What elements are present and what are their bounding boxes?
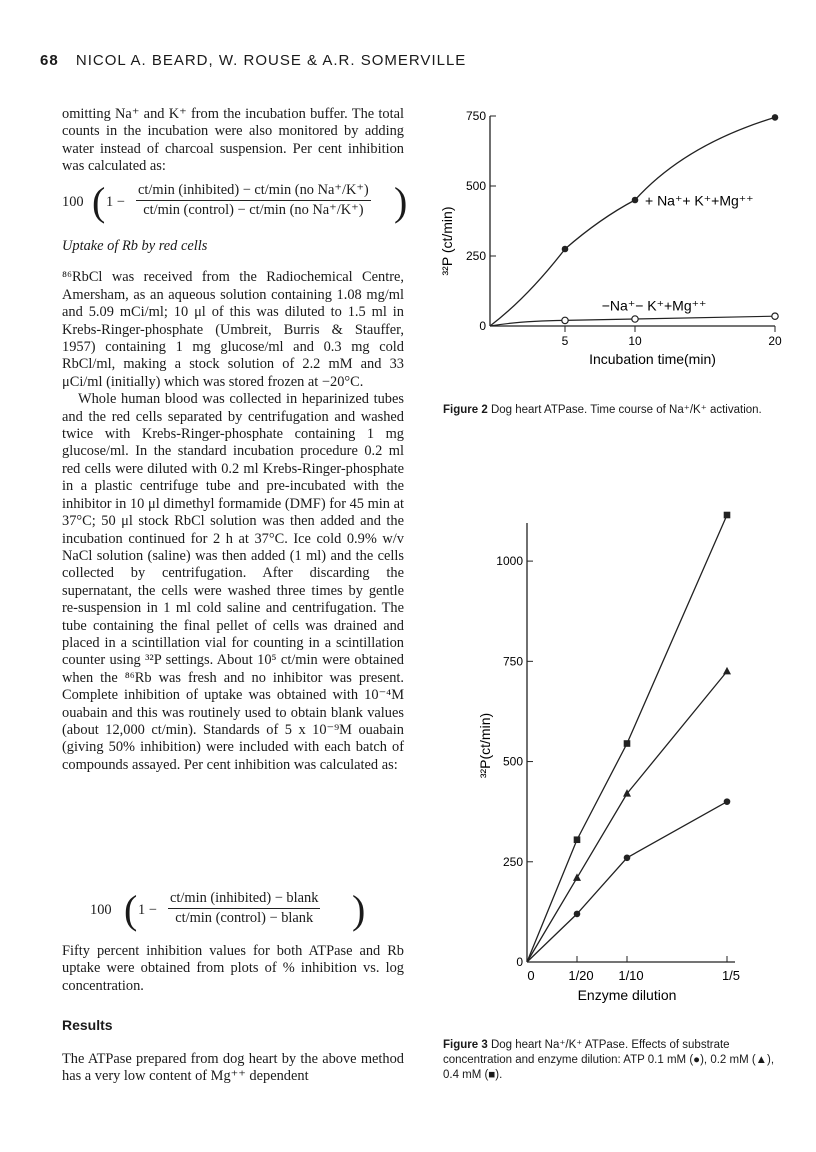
formula-2 (62, 888, 404, 936)
x-tick-label: 0 (527, 968, 535, 983)
data-point-triangle (573, 873, 581, 881)
paragraph: Whole human blood was collected in heparinized tubes and the red cells separated by centrifugation and washed twice with Krebs-Ringer-phosphate containing 1 mg glucose/ml. In the standard incubation procedure 0.2 ml red cells were diluted with 0.2 ml Krebs-Ringer-phosphate in a plastic centrifuge tube and pre-incubated with the inhibitor in 10 μl dimethyl formamide (DMF) for 45 min at 37°C; 50 μl stock RbCl solution was then added and the incubation continued for 2 h at 37°C. Ice cold 0.9% w/v NaCl solution (saline) was then added (1 ml) and the cells collected by centrifugation. After discarding the supernatant, the cells were washed three times by gentle re-suspension in 1 ml cold saline and centrifugation. The tube containing the final pellet of cells was drained and placed in a scintillation vial for counting in a scintillation counter using ³²P settings. About 10⁵ ct/min were obtained when the ⁸⁶Rb was fresh and no inhibitor was present. Complete inhibition of uptake was obtained with 10⁻⁴M ouabain and this was routinely used to obtain blank values (about 12,000 ct/min). Standards of 5 x 10⁻⁹M ouabain (giving 50% inhibition) were included with each batch of compounds assayed. Per cent inhibition was calculated as: (62, 391, 404, 773)
data-point-circle (724, 798, 731, 805)
series-label-without-na-k: −Na⁺− K⁺+Mg⁺⁺ (601, 297, 707, 314)
y-tick-label: 0 (479, 319, 486, 333)
figure-3-chart (460, 505, 780, 1015)
paragraph: Fifty percent inhibition values for both ATPase and Rb uptake were obtained from plots of % inhibition vs. log concentration. (62, 943, 404, 994)
series-line (527, 671, 727, 962)
paragraph: The ATPase prepared from dog heart by the above method has a very low content of Mg⁺⁺ dependent (62, 1050, 404, 1085)
formula-denominator: ct/min (control) − ct/min (no Na⁺/K⁺) (143, 202, 364, 219)
y-tick-label: 500 (465, 179, 486, 193)
formula-denominator: ct/min (control) − blank (175, 910, 314, 927)
formula-1 (62, 179, 408, 228)
x-tick-label: 5 (561, 334, 569, 348)
data-point-circle (624, 854, 631, 861)
paragraph: omitting Na⁺ and K⁺ from the incubation buffer. The total counts in the incubation were also monitored by adding water instead of charcoal suspension. Per cent inhibition was calculated as: (62, 106, 404, 175)
formula-numerator: ct/min (inhibited) − ct/min (no Na⁺/K⁺) (136, 182, 371, 201)
formula-fraction (168, 890, 320, 928)
figure-2-caption (443, 403, 783, 418)
caption-text: Dog heart ATPase. Time course of Na⁺/K⁺ activation. (490, 404, 762, 416)
formula-one-minus: 1 − (138, 902, 157, 918)
data-point-without-na-k (632, 316, 638, 322)
left-column-tail (62, 943, 404, 1085)
data-point-with-na-k (562, 246, 569, 253)
data-point-with-na-k (632, 197, 639, 204)
x-axis-label: Enzyme dilution (577, 987, 677, 1003)
y-tick-label: 0 (516, 955, 523, 969)
left-column-body (62, 238, 404, 774)
formula-numerator: ct/min (inhibited) − blank (168, 890, 320, 909)
data-point-without-na-k (772, 313, 778, 319)
results-heading: Results (62, 1017, 113, 1034)
left-paren: ( (124, 887, 138, 932)
right-paren: ) (394, 179, 408, 224)
series-line (527, 802, 727, 962)
data-point-square (724, 512, 731, 519)
y-tick-label: 750 (502, 654, 523, 669)
subheading: Uptake of Rb by red cells (62, 238, 208, 254)
y-tick-label: 750 (465, 109, 486, 123)
left-column (62, 106, 404, 176)
x-tick-label: 1/20 (568, 968, 594, 983)
x-axis-label: Incubation time(min) (589, 351, 716, 367)
paragraph: ⁸⁶RbCl was received from the Radiochemical Centre, Amersham, as an aqueous solution containing 1.08 mg/ml and 5.09 mCi/ml; 10 μl of this was diluted to 1.5 ml in Krebs-Ringer-phosphate (Umbreit, Burris & Stauffer, 1957) containing 1 mg glucose/ml and 0.3 mg cold RbCl/ml, making a stock solution of 2.2 mM and 33 μCi/ml (initially) which was stored frozen at −20°C. (62, 269, 404, 390)
figure-label: Figure 2 (443, 404, 488, 416)
x-tick-label: 1/5 (721, 968, 741, 983)
formula-one-minus: 1 − (106, 194, 125, 210)
data-point-square (624, 740, 631, 747)
y-axis-label: ³²P(ct/min) (477, 712, 493, 779)
figure-2-chart (430, 100, 800, 380)
figure-label: Figure 3 (443, 1039, 488, 1051)
running-header (40, 52, 466, 69)
x-tick-label: 10 (628, 334, 642, 348)
x-tick-label: 20 (768, 334, 782, 348)
formula-coefficient: 100 (62, 194, 84, 210)
right-paren: ) (352, 887, 366, 932)
data-point-triangle (723, 667, 731, 675)
series-line (527, 515, 727, 962)
y-tick-label: 500 (502, 754, 523, 769)
author-line: NICOL A. BEARD, W. ROUSE & A.R. SOMERVILLE (75, 52, 467, 69)
formula-coefficient: 100 (90, 902, 112, 918)
page-number: 68 (40, 52, 59, 69)
y-tick-label: 250 (502, 854, 523, 869)
y-tick-label: 1000 (496, 554, 523, 569)
left-paren: ( (92, 179, 106, 224)
data-point-square (574, 836, 581, 843)
data-point-circle (574, 911, 581, 918)
formula-fraction (136, 182, 371, 220)
data-point-without-na-k (562, 317, 568, 323)
series-label-with-na-k: + Na⁺+ K⁺+Mg⁺⁺ (645, 192, 754, 209)
y-axis-label: ³²P (ct/min) (439, 206, 455, 276)
x-tick-label: 1/10 (618, 968, 644, 983)
y-tick-label: 250 (465, 249, 486, 263)
data-point-with-na-k (772, 114, 779, 121)
caption-text: Dog heart Na⁺/K⁺ ATPase. Effects of substrate concentration and enzyme dilution: ATP 0.1 mM (●), 0.2 mM (▲), 0.4 mM (■). (443, 1039, 775, 1081)
figure-3-caption (443, 1038, 788, 1083)
series-line-with-na-k (490, 117, 775, 326)
